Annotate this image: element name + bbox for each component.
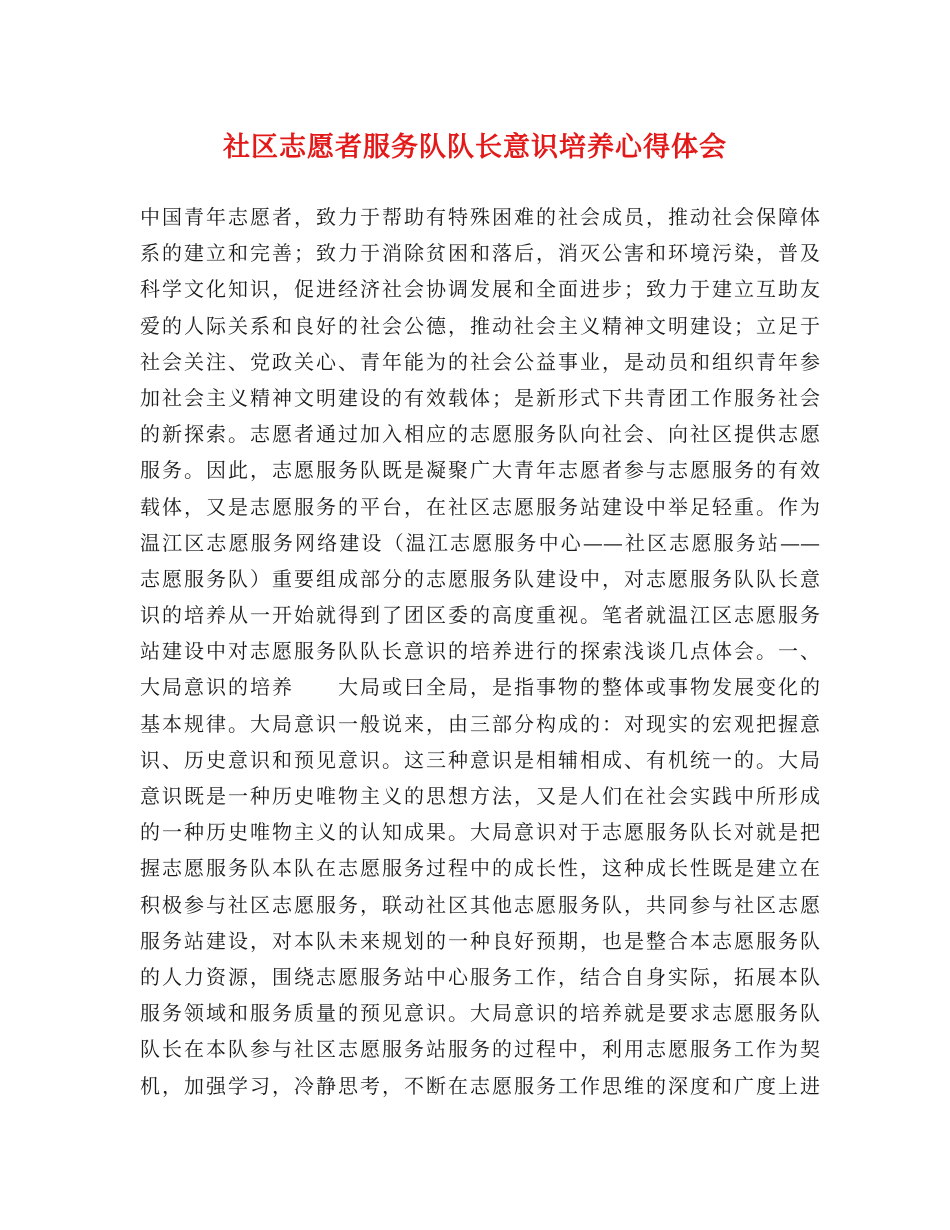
body-line: 爱的人际关系和良好的社会公德，推动社会主义精神文明建设；立足于: [140, 313, 820, 338]
body-line: 加社会主义精神文明建设的有效载体；是新形式下共青团工作服务社会: [140, 385, 820, 410]
body-line: 识的培养从一开始就得到了团区委的高度重视。笔者就温江区志愿服务: [140, 603, 820, 628]
body-line: 中国青年志愿者，致力于帮助有特殊困难的社会成员，推动社会保障体: [140, 205, 820, 229]
body-line: 队长在本队参与社区志愿服务站服务的过程中，利用志愿服务工作为契: [140, 1037, 820, 1062]
body-line: 站建设中对志愿服务队队长意识的培养进行的探索浅谈几点体会。一、: [140, 639, 820, 664]
body-line: 积极参与社区志愿服务，联动社区其他志愿服务队，共同参与社区志愿: [140, 892, 820, 917]
body-line: 服务。因此，志愿服务队既是凝聚广大青年志愿者参与志愿服务的有效: [140, 458, 820, 483]
document-title: 社区志愿者服务队队长意识培养心得体会: [223, 132, 727, 163]
body-line: 的一种历史唯物主义的认知成果。大局意识对于志愿服务队长对就是把: [140, 820, 820, 845]
body-line: 系的建立和完善；致力于消除贫困和落后，消灭公害和环境污染，普及: [140, 241, 820, 266]
body-line: 机，加强学习，冷静思考，不断在志愿服务工作思维的深度和广度上进: [140, 1073, 820, 1098]
body-line: 识、历史意识和预见意识。这三种意识是相辅相成、有机统一的。大局: [140, 747, 820, 772]
body-line: 温江区志愿服务网络建设（温江志愿服务中心——社区志愿服务站——: [140, 530, 820, 555]
body-line: 服务领域和服务质量的预见意识。大局意识的培养就是要求志愿服务队: [140, 1001, 820, 1026]
body-line: 志愿服务队）重要组成部分的志愿服务队建设中，对志愿服务队队长意: [140, 566, 820, 591]
body-line: 意识既是一种历史唯物主义的思想方法，又是人们在社会实践中所形成: [140, 784, 820, 808]
body-line: 的人力资源，围绕志愿服务站中心服务工作，结合自身实际，拓展本队: [140, 964, 820, 989]
body-line: 社会关注、党政关心、青年能为的社会公益事业，是动员和组织青年参: [140, 349, 820, 374]
body-line: 科学文化知识，促进经济社会协调发展和全面进步；致力于建立互助友: [140, 277, 820, 302]
body-line: 服务站建设，对本队未来规划的一种良好预期，也是整合本志愿服务队: [140, 928, 820, 953]
body-line: 载体，又是志愿服务的平台，在社区志愿服务站建设中举足轻重。作为: [140, 494, 820, 519]
body-line: 大局意识的培养 大局或曰全局，是指事物的整体或事物发展变化的: [140, 675, 820, 700]
document-body: [140, 199, 820, 1104]
body-line: 的新探索。志愿者通过加入相应的志愿服务队向社会、向社区提供志愿: [140, 422, 820, 447]
body-line: 基本规律。大局意识一般说来，由三部分构成的：对现实的宏观把握意: [140, 711, 820, 736]
body-line: 握志愿服务队本队在志愿服务过程中的成长性，这种成长性既是建立在: [140, 856, 820, 881]
